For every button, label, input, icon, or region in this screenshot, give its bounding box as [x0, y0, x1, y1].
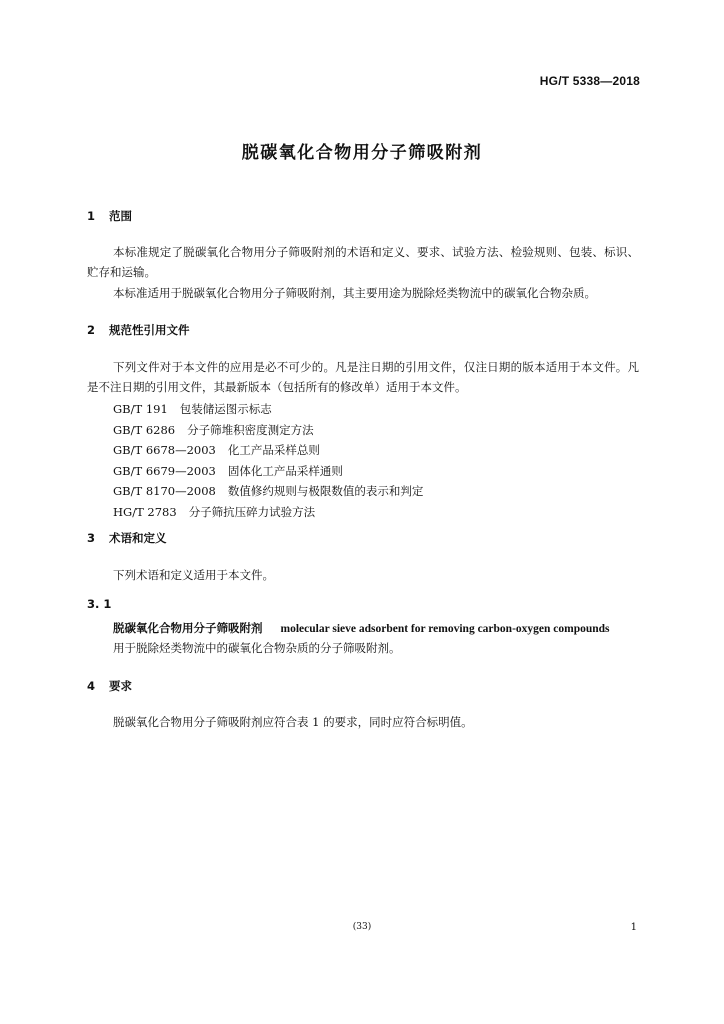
- section-3-paragraph-1: 下列术语和定义适用于本文件。: [113, 568, 274, 582]
- term-definition: 用于脱除烃类物流中的碳氧化合物杂质的分子筛吸附剂。: [113, 641, 401, 655]
- reference-item: [113, 399, 423, 420]
- section-number: 4: [87, 679, 96, 693]
- reference-code: GB/T 6286: [113, 422, 176, 437]
- section-1-paragraph-1: 本标准规定了脱碳氧化合物用分子筛吸附剂的术语和定义、要求、试验方法、检验规则、包装、标识、贮存和运输。: [87, 245, 639, 279]
- reference-code: GB/T 6678—2003: [113, 443, 216, 458]
- series-page-number: (33): [352, 922, 372, 932]
- reference-item: [113, 461, 423, 482]
- reference-title: 固体化工产品采样通则: [227, 463, 343, 478]
- section-title: 要求: [109, 679, 132, 693]
- section-4-heading: [87, 678, 132, 694]
- term-entry: [113, 620, 610, 636]
- section-2-heading: [87, 322, 190, 338]
- reference-code: GB/T 191: [113, 402, 168, 416]
- section-title: 术语和定义: [109, 531, 167, 545]
- section-3-heading: [87, 530, 167, 546]
- standard-code: HG/T 5338—2018: [539, 74, 640, 88]
- page-number: 1: [630, 922, 637, 933]
- section-number: 3: [87, 531, 96, 545]
- section-1-heading: [87, 208, 132, 224]
- reference-title: 数值修约规则与极限数值的表示和判定: [227, 484, 424, 499]
- document-title: 脱碳氧化合物用分子筛吸附剂: [241, 143, 483, 163]
- reference-code: HG/T 2783: [113, 504, 177, 519]
- reference-item: [113, 481, 423, 502]
- section-2-paragraph-1: 下列文件对于本文件的应用是必不可少的。凡是注日期的引用文件，仅注日期的版本适用于本文件。凡是不注日期的引用文件，其最新版本（包括所有的修改单）适用于本文件。: [87, 360, 639, 394]
- term-chinese: 脱碳氧化合物用分子筛吸附剂: [113, 621, 263, 635]
- reference-code: GB/T 8170—2008: [113, 484, 216, 499]
- section-number: 2: [87, 323, 96, 337]
- section-number: 1: [87, 209, 96, 223]
- reference-title: 化工产品采样总则: [227, 443, 320, 458]
- term-english: molecular sieve adsorbent for removing carbon-oxygen compounds: [280, 623, 610, 635]
- normative-reference-list: [113, 399, 423, 523]
- reference-title: 分子筛抗压碎力试验方法: [188, 504, 316, 519]
- section-1-paragraph-2: 本标准适用于脱碳氧化合物用分子筛吸附剂，其主要用途为脱除烃类物流中的碳氧化合物杂质。: [113, 286, 596, 300]
- section-title: 规范性引用文件: [109, 323, 190, 337]
- reference-title: 包装储运图示标志: [179, 402, 272, 416]
- term-number: 3. 1: [87, 597, 112, 611]
- reference-item: [113, 502, 423, 523]
- reference-code: GB/T 6679—2003: [113, 463, 216, 478]
- section-4-paragraph-1: 脱碳氧化合物用分子筛吸附剂应符合表 1 的要求，同时应符合标明值。: [113, 715, 473, 729]
- reference-title: 分子筛堆积密度测定方法: [187, 422, 314, 437]
- reference-item: [113, 440, 423, 461]
- section-title: 范围: [109, 209, 132, 223]
- reference-item: [113, 420, 423, 441]
